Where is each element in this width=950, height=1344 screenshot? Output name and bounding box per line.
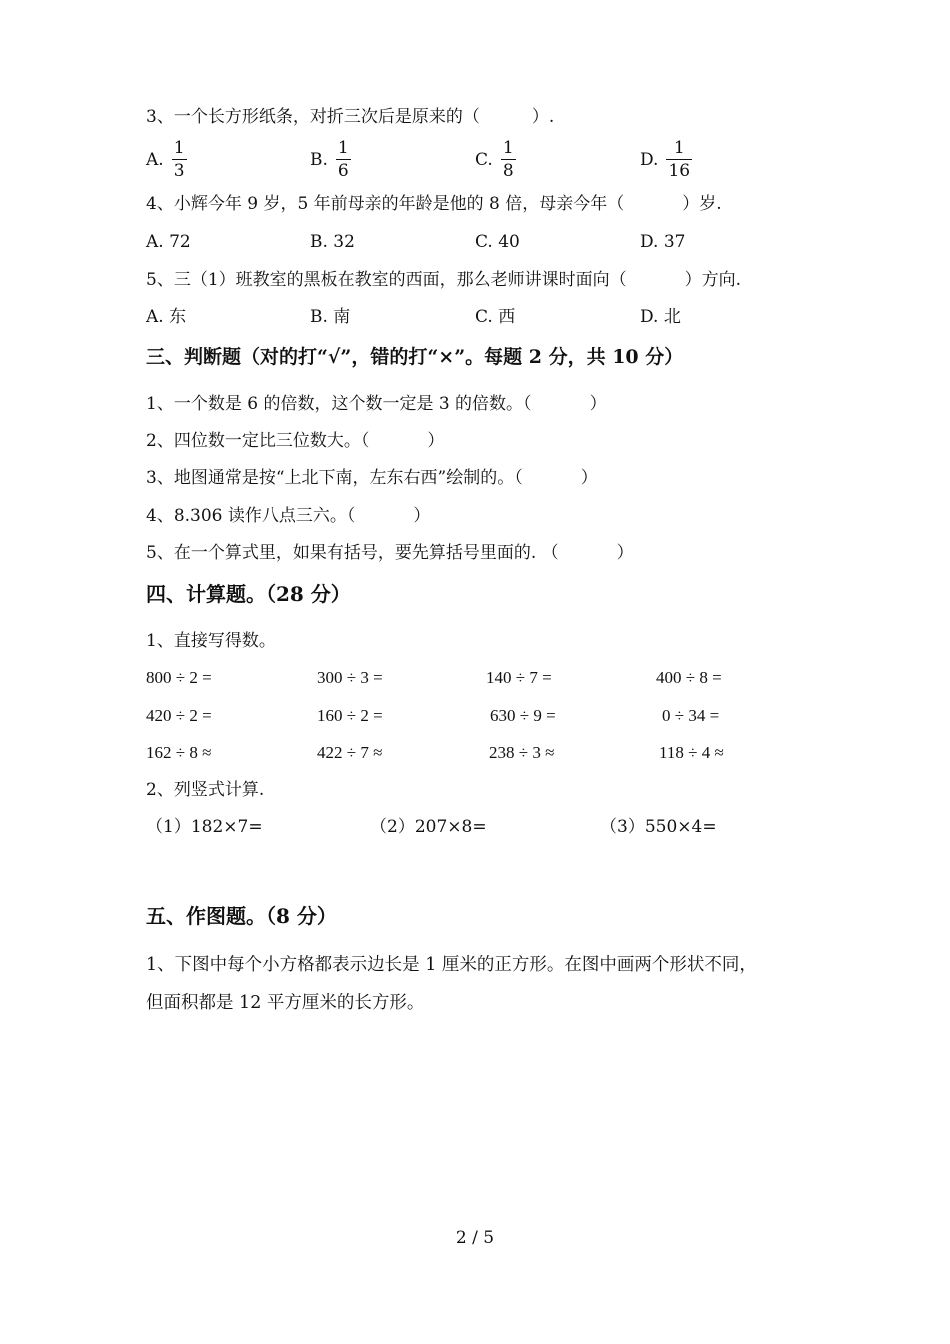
q4-option-a: A. 72 [146,232,191,252]
calc-subheading-2: 2、列竖式计算. [146,780,265,800]
calc-item: 160 ÷ 2 = [317,706,383,725]
page-number: 2 / 5 [455,1228,495,1248]
drawing-question-line-2: 但面积都是 12 平方厘米的长方形。 [146,993,425,1013]
question-4: 4、小辉今年 9 岁，5 年前母亲的年龄是他的 8 倍，母亲今年（ ）岁. [146,194,722,214]
fraction: $\frac{1}{16}$ [668,138,691,181]
calc-item: 0 ÷ 34 = [662,706,720,725]
vertical-calc-item: （1）182×7= [146,817,263,837]
calc-item: 238 ÷ 3 ≈ [489,743,555,762]
calc-item: 140 ÷ 7 = [486,668,552,687]
drawing-question-line-1: 1、下图中每个小方格都表示边长是 1 厘米的正方形。在图中画两个形状不同， [146,955,757,975]
q3-option-b: B. $\frac{1}{6}$ [310,138,349,181]
judge-item-3: 3、地图通常是按“上北下南，左东右西”绘制的。（ ） [146,468,598,488]
fraction: $\frac{1}{6}$ [337,138,349,181]
question-3-stem: 3、一个长方形纸条，对折三次后是原来的（ [146,107,480,127]
calc-item: 422 ÷ 7 ≈ [317,743,383,762]
q4-option-c: C. 40 [475,232,520,252]
judge-item-2: 2、四位数一定比三位数大。（ ） [146,431,445,451]
fraction: $\frac{1}{8}$ [502,138,514,181]
section-5-heading: 五、作图题。（8 分） [146,904,337,928]
question-4-stem: 4、小辉今年 9 岁，5 年前母亲的年龄是他的 8 倍，母亲今年（ [146,194,625,214]
calc-item: 118 ÷ 4 ≈ [659,743,724,762]
q5-option-d: D. 北 [640,307,681,327]
section-4-heading: 四、计算题。（28 分） [146,582,351,606]
calc-item: 300 ÷ 3 = [317,668,383,687]
judge-item-5: 5、在一个算式里，如果有括号，要先算括号里面的. （ ） [146,543,634,563]
question-5: 5、三（1）班教室的黑板在教室的西面，那么老师讲课时面向（ ）方向. [146,270,742,290]
judge-item-4: 4、8.306 读作八点三六。（ ） [146,506,431,526]
calc-item: 162 ÷ 8 ≈ [146,743,212,762]
judge-item-1: 1、一个数是 6 的倍数，这个数一定是 3 的倍数。（ ） [146,394,607,414]
calc-item: 630 ÷ 9 = [490,706,556,725]
section-3-heading: 三、判断题（对的打“√”，错的打“×”。每题 2 分，共 10 分） [146,346,684,368]
q3-option-a: A. $\frac{1}{3}$ [146,138,185,181]
q4-option-d: D. 37 [640,232,686,252]
vertical-calc-item: （3）550×4= [600,817,717,837]
q3-option-d: D. $\frac{1}{16}$ [640,138,691,181]
calc-subheading-1: 1、直接写得数。 [146,631,276,651]
vertical-calc-item: （2）207×8= [370,817,487,837]
q3-option-c: C. $\frac{1}{8}$ [475,138,514,181]
calc-item: 420 ÷ 2 = [146,706,212,725]
q5-option-b: B. 南 [310,307,351,327]
question-3: 3、一个长方形纸条，对折三次后是原来的（ ）. [146,107,555,127]
q5-option-c: C. 西 [475,307,516,327]
q5-option-a: A. 东 [146,307,187,327]
fraction: $\frac{1}{3}$ [173,138,185,181]
question-5-stem: 5、三（1）班教室的黑板在教室的西面，那么老师讲课时面向（ [146,270,627,290]
calc-item: 400 ÷ 8 = [656,668,722,687]
calc-item: 800 ÷ 2 = [146,668,212,687]
q4-option-b: B. 32 [310,232,355,252]
